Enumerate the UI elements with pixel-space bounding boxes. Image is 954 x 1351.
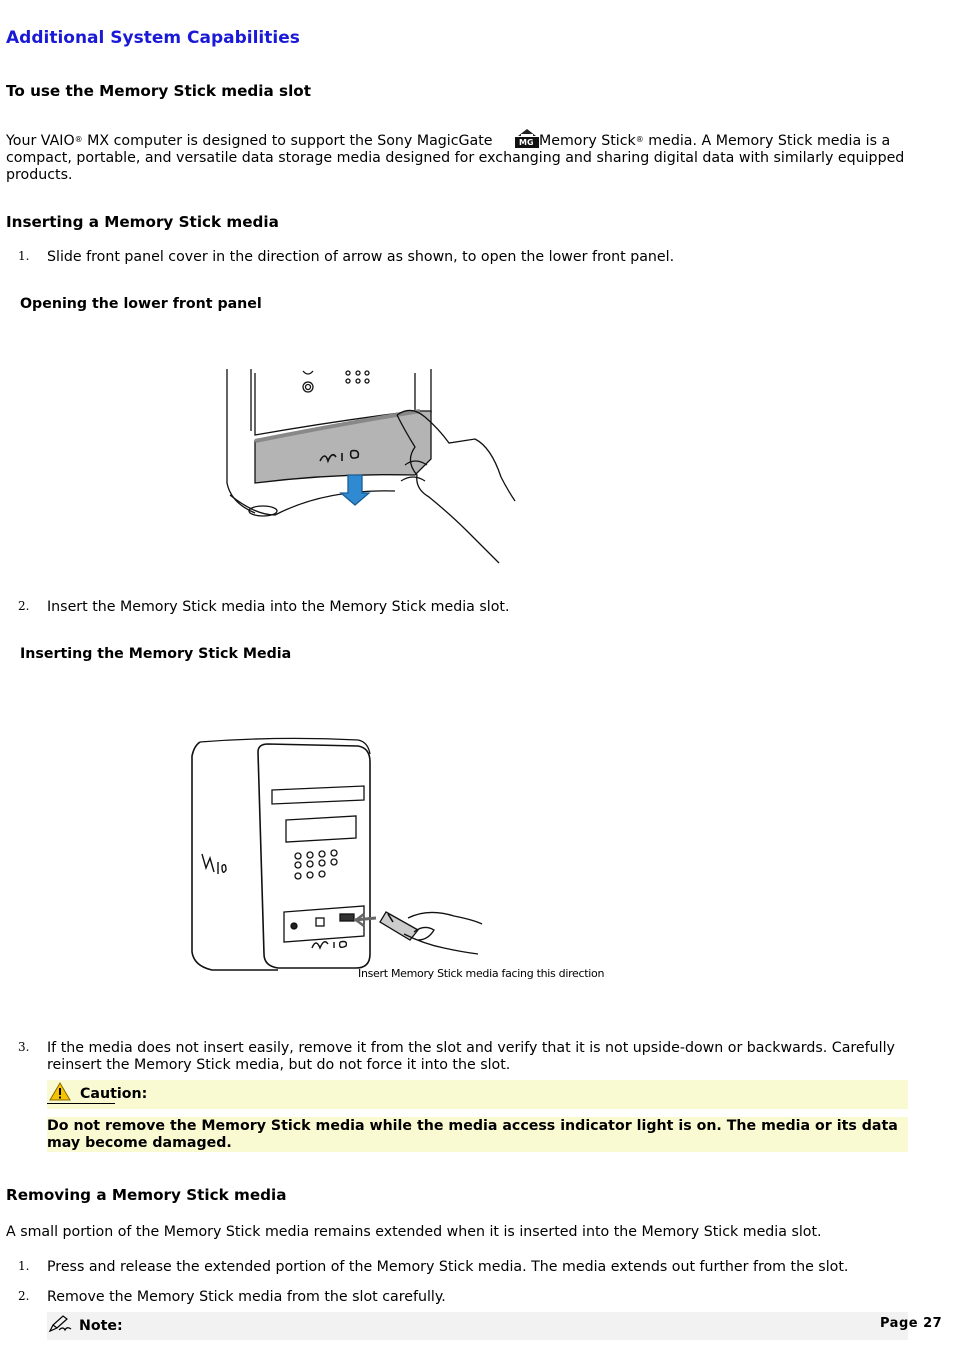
figure-caption-2: Inserting the Memory Stick Media: [20, 646, 292, 662]
page-number: Page 27: [880, 1316, 943, 1331]
step-text: Remove the Memory Stick media from the slot carefully.: [47, 1289, 446, 1305]
figure-caption-1: Opening the lower front panel: [20, 296, 262, 312]
section-heading-inserting: Inserting a Memory Stick media: [6, 213, 279, 231]
registered-mark: ®: [74, 135, 83, 144]
caution-underline: [47, 1103, 115, 1104]
pencil-note-icon: [48, 1315, 72, 1338]
step-number: 1.: [18, 1259, 30, 1273]
step-text: Press and release the extended portion of the Memory Stick media. The media extends out further from the slot.: [47, 1259, 849, 1275]
step-text: Slide front panel cover in the direction of arrow as shown, to open the lower front panel.: [47, 249, 675, 265]
magicgate-logo-text: MG: [519, 138, 534, 147]
removing-intro: A small portion of the Memory Stick media remains extended when it is inserted into the Memory Stick media slot.: [6, 1224, 822, 1240]
caution-header: [47, 1080, 908, 1109]
intro-text-a: Your VAIO: [6, 133, 75, 149]
registered-mark-2: ®: [635, 135, 644, 144]
step-number: 3.: [18, 1040, 30, 1054]
intro-text-c: Memory Stick: [539, 133, 636, 149]
figure-insert-ms: [188, 734, 488, 974]
caution-label: Caution:: [80, 1086, 148, 1102]
section-heading-removing: Removing a Memory Stick media: [6, 1186, 287, 1204]
caution-text: Do not remove the Memory Stick media while the media access indicator light is on. The media or its data may become damaged.: [47, 1117, 908, 1152]
step-number: 1.: [18, 249, 30, 263]
intro-paragraph: [6, 128, 936, 184]
figure-front-panel: [215, 365, 520, 567]
step-text: If the media does not insert easily, remove it from the slot and verify that it is not upside-down or backwards. Carefully reinsert the Memory Stick media, but do not force it into the slot.: [47, 1040, 895, 1073]
figure-insert-label: Insert Memory Stick media facing this direction: [358, 967, 605, 980]
note-header: [47, 1312, 908, 1340]
step-number: 2.: [18, 599, 30, 613]
page-title: Additional System Capabilities: [6, 28, 300, 48]
step-text: Insert the Memory Stick media into the Memory Stick media slot.: [47, 599, 510, 615]
intro-text-b: MX computer is designed to support the Sony MagicGate: [82, 133, 493, 149]
note-label: Note:: [79, 1318, 123, 1334]
intro-text-d: media. A Memory Stick media is a compact, portable, and versatile data storage media designed for exchanging and sharing digital data with similarly equipped products.: [6, 133, 905, 183]
magicgate-logo-icon: [515, 128, 539, 148]
section-heading-ms-slot: To use the Memory Stick media slot: [6, 82, 311, 100]
step-number: 2.: [18, 1289, 30, 1303]
